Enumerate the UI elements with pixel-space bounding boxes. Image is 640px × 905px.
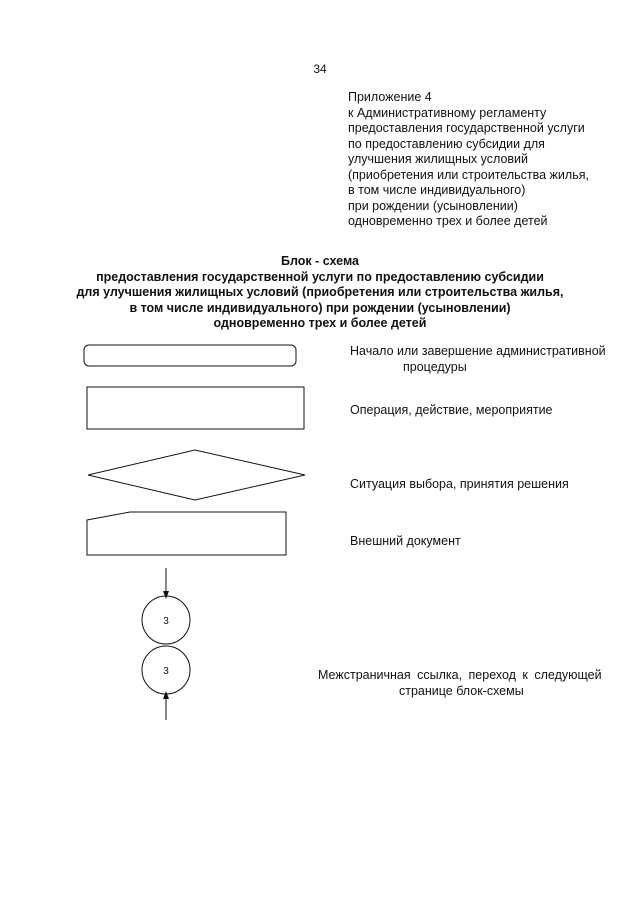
title-line: предоставления государственной услуги по предоставлению субсидии [96,269,544,284]
appendix-line: (приобретения или строительства жилья, [348,167,589,182]
appendix-line: при рождении (усыновлении) [348,198,518,213]
connector-description [318,667,602,699]
decision-description: Ситуация выбора, принятия решения [350,477,569,491]
appendix-line: улучшения жилищных условий [348,152,529,166]
connector-number-bottom: 3 [163,666,169,677]
connector-number-top: 3 [163,616,169,627]
document-description: Внешний документ [350,534,461,548]
page-number: 34 [313,62,327,76]
title-line: для улучшения жилищных условий (приобретения или строительства жилья, [76,285,564,299]
terminator-line2: процедуры [403,360,467,374]
title-line: Блок - схема [280,254,359,268]
appendix-line: по предоставлению субсидии для [348,136,545,151]
decision-shape [88,450,305,500]
terminator-description [350,343,606,375]
appendix-line: предоставления государственной услуги [348,121,585,135]
appendix-line: к Административному регламенту [348,105,547,120]
appendix-line: Приложение 4 [348,90,432,104]
document-shape [87,512,286,555]
appendix-line: одновременно трех и более детей [348,214,548,228]
process-shape [87,387,304,429]
title-line: в том числе индивидуального) при рождении (усыновлении) [129,300,511,315]
terminator-shape [84,345,296,366]
terminator-line1: Начало или завершение административной [350,344,606,358]
connector-line1: Межстраничная ссылка, переход к следующей [318,668,602,682]
appendix-line: в том числе индивидуального) [348,183,526,197]
title-line: одновременно трех и более детей [213,316,427,330]
process-description: Операция, действие, мероприятие [350,403,553,417]
connector-line2: странице блок-схемы [399,684,524,698]
